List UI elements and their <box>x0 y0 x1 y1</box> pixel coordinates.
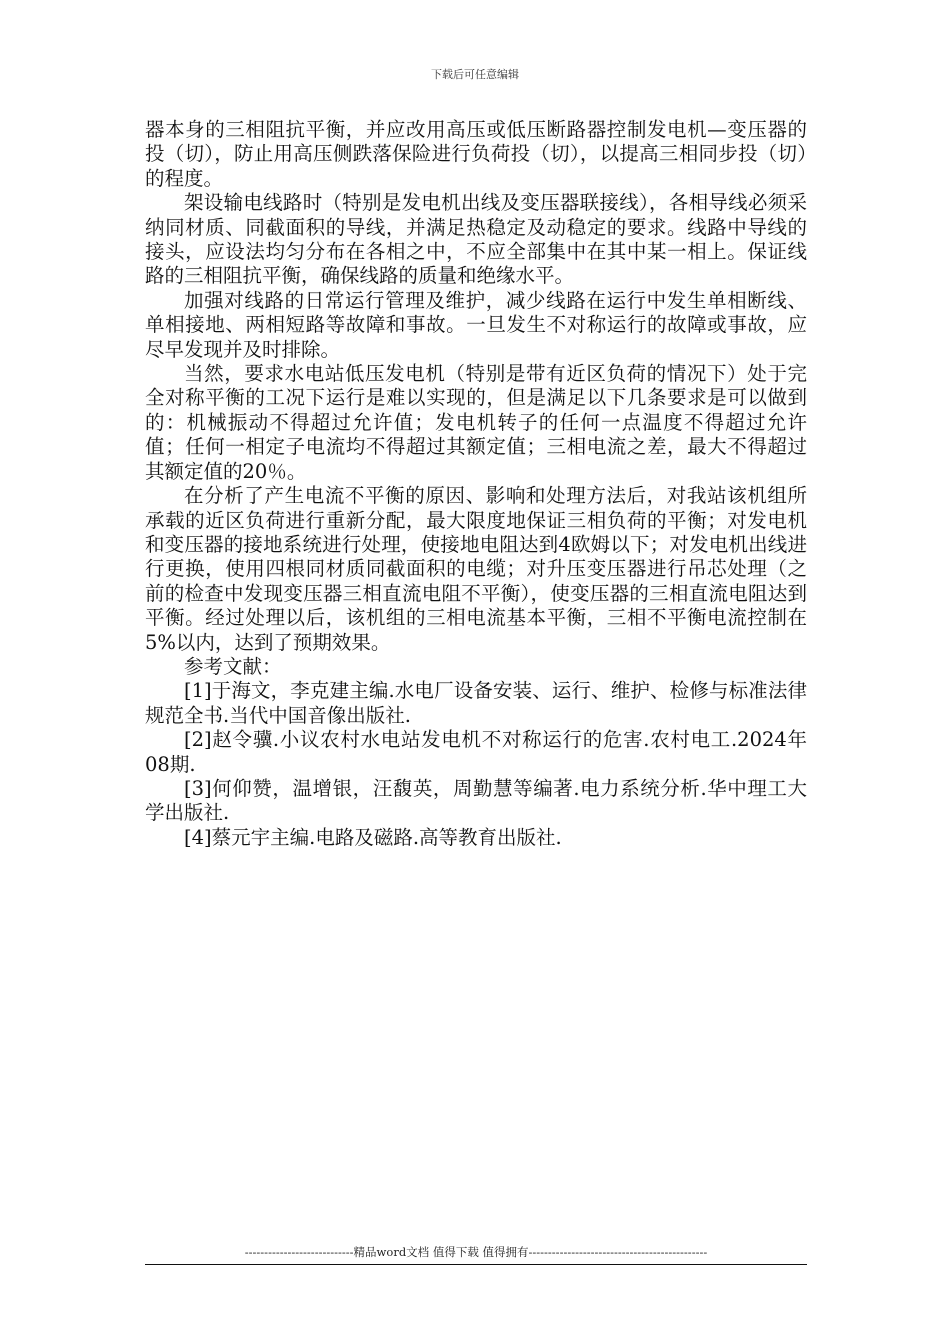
page-header: 下载后可任意编辑 <box>431 68 519 81</box>
paragraph: 当然，要求水电站低压发电机（特别是带有近区负荷的情况下）处于完全对称平衡的工况下运行是难以实现的，但是满足以下几条要求是可以做到的：机械振动不得超过允许值；发电机转子的任何一点温度不得超过允许值；任何一相定子电流均不得超过其额定值；三相电流之差，最大不得超过其额定值的20％。 <box>145 362 807 483</box>
paragraph: 加强对线路的日常运行管理及维护，减少线路在运行中发生单相断线、单相接地、两相短路等故障和事故。一旦发生不对称运行的故障或事故，应尽早发现并及时排除。 <box>145 288 807 361</box>
footer-divider <box>145 1264 807 1265</box>
reference-item: [3]何仰赞，温增银，汪馥英，周勤慧等编著.电力系统分析.华中理工大学出版社. <box>145 776 807 825</box>
reference-item: [2]赵令骥.小议农村水电站发电机不对称运行的危害.农村电工.2024年08期. <box>145 728 807 776</box>
paragraph: 架设输电线路时（特别是发电机出线及变压器联接线），各相导线必须采纳同材质、同截面积的导线，并满足热稳定及动稳定的要求。线路中导线的接头，应设法均匀分布在各相之中，不应全部集中在其中某一相上。保证线路的三相阻抗平衡，确保线路的质量和绝缘水平。 <box>145 191 807 288</box>
reference-item: [4]蔡元宇主编.电路及磁路.高等教育出版社. <box>184 825 562 849</box>
paragraph: 在分析了产生电流不平衡的原因、影响和处理方法后，对我站该机组所承载的近区负荷进行重新分配，最大限度地保证三相负荷的平衡；对发电机和变压器的接地系统进行处理，使接地电阻达到4欧姆以下；对发电机出线进行更换，使用四根同材质同截面积的电缆；对升压变压器进行吊芯处理（之前的检查中发现变压器三相直流电阻不平衡），使变压器的三相直流电阻达到平衡。经过处理以后，该机组的三相电流基本平衡，三相不平衡电流控制在5%以内，达到了预期效果。 <box>145 484 807 654</box>
document-body <box>145 118 807 850</box>
references-heading: 参考文献： <box>184 654 282 678</box>
reference-item: [1]于海文，李克建主编.水电厂设备安装、运行、维护、检修与标准法律规范全书.当代中国音像出版社. <box>145 679 807 727</box>
page-footer: ----------------------------精品word文档 值得下载 值得拥有---------------------------------------------- <box>244 1245 708 1259</box>
paragraph: 器本身的三相阻抗平衡，并应改用高压或低压断路器控制发电机—变压器的投（切），防止用高压侧跌落保险进行负荷投（切），以提高三相同步投（切）的程度。 <box>145 118 807 190</box>
